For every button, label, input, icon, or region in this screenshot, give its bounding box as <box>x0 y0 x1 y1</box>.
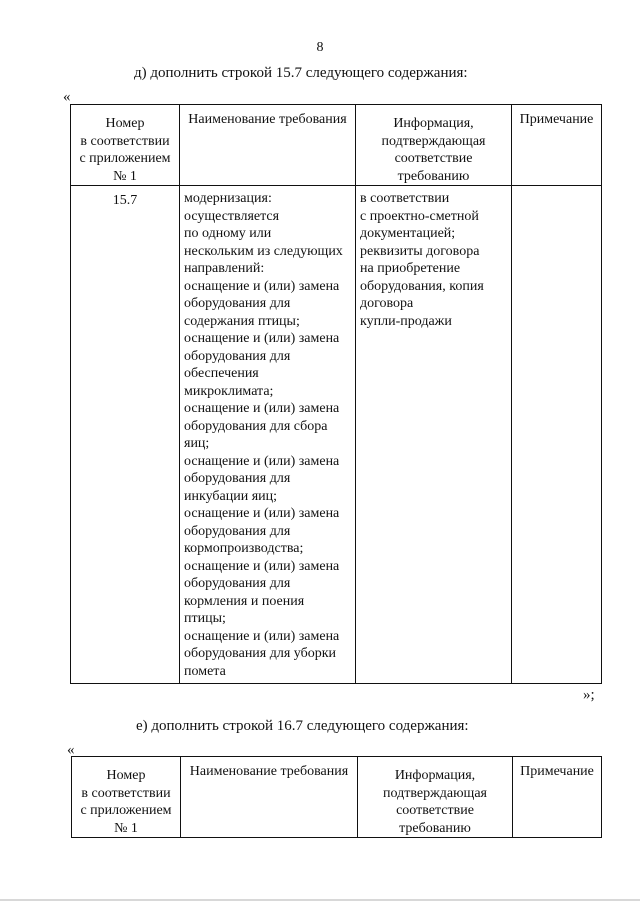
row-name-lines <box>184 190 352 680</box>
text-line: нескольким из следующих <box>184 243 343 259</box>
text-line: купли-продажи <box>360 313 452 329</box>
row-number: 15.7 <box>71 186 180 684</box>
header-note: Примечание <box>513 757 602 838</box>
text-line: оснащение и (или) замена <box>184 506 340 521</box>
header-info-line: Информация, <box>393 116 474 131</box>
text-line: оборудования для <box>184 576 291 591</box>
text-line: птицы; <box>184 611 226 626</box>
row-info <box>356 186 512 684</box>
text-line: оснащение и (или) замена <box>184 453 340 469</box>
header-info-line: подтверждающая <box>383 785 487 801</box>
requirements-table-e <box>71 756 602 838</box>
row-note <box>512 186 602 684</box>
header-info-line: соответствие <box>394 151 473 166</box>
text-line: с проектно-сметной <box>360 208 479 224</box>
text-line: договора <box>360 296 414 311</box>
text-line: модернизация: <box>184 191 272 206</box>
header-number-line: с приложением <box>79 151 171 166</box>
header-info <box>358 757 513 838</box>
text-line: оборудования для сбора <box>184 418 328 434</box>
section-d-open-quote: « <box>63 89 71 105</box>
row-info-lines <box>360 190 508 330</box>
header-name: Наименование требования <box>180 105 356 186</box>
text-line: кормопроизводства; <box>184 541 304 556</box>
header-info-line: требованию <box>399 820 471 836</box>
section-e-open-quote: « <box>67 742 75 758</box>
text-line: оборудования для <box>184 348 291 364</box>
text-line: направлений: <box>184 261 265 276</box>
text-line: по одному или <box>184 226 272 241</box>
header-info-line: Информация, <box>394 768 476 783</box>
text-line: оснащение и (или) замена <box>184 401 340 416</box>
header-number-line: в соответствии <box>81 785 171 801</box>
text-line: помета <box>184 663 226 679</box>
text-line: оборудования, копия <box>360 278 484 294</box>
text-line: оборудования для <box>184 296 291 311</box>
header-number-line: Номер <box>105 116 145 131</box>
text-line: документацией; <box>360 226 456 241</box>
text-line: реквизиты договора <box>360 243 480 259</box>
text-line: оборудования для уборки <box>184 646 337 661</box>
text-line: оснащение и (или) замена <box>184 331 340 346</box>
text-line: в соответствии <box>360 191 450 206</box>
text-line: на приобретение <box>360 261 461 276</box>
header-note: Примечание <box>512 105 602 186</box>
text-line: оснащение и (или) замена <box>184 278 340 294</box>
page-number: 8 <box>316 40 324 55</box>
header-number-line: с приложением <box>80 803 172 818</box>
text-line: микроклимата; <box>184 383 274 399</box>
text-line: осуществляется <box>184 208 280 224</box>
text-line: обеспечения <box>184 366 259 381</box>
text-line: яиц; <box>184 436 210 451</box>
section-d-intro: д) дополнить строкой 15.7 следующего содержания: <box>134 65 468 81</box>
header-number <box>72 757 181 838</box>
header-number-line: № 1 <box>113 168 137 184</box>
header-info-line: требованию <box>397 168 470 184</box>
section-d-close-quote: »; <box>583 687 595 703</box>
text-line: оснащение и (или) замена <box>184 558 340 574</box>
scan-bottom-edge <box>0 899 640 901</box>
header-number-line: в соответствии <box>80 133 170 149</box>
text-line: оснащение и (или) замена <box>184 628 340 644</box>
header-info-line: соответствие <box>396 803 474 818</box>
header-number-line: № 1 <box>114 820 138 836</box>
header-name: Наименование требования <box>181 757 358 838</box>
row-name <box>180 186 356 684</box>
table-row <box>71 186 602 684</box>
text-line: оборудования для <box>184 471 291 486</box>
requirements-table-d <box>70 104 602 684</box>
section-e-intro: е) дополнить строкой 16.7 следующего содержания: <box>136 718 469 734</box>
text-line: оборудования для <box>184 523 291 539</box>
text-line: инкубации яиц; <box>184 488 278 504</box>
header-info <box>356 105 512 186</box>
text-line: кормления и поения <box>184 593 305 609</box>
header-number <box>71 105 180 186</box>
table-e-header-row <box>72 757 602 838</box>
header-number-line: Номер <box>106 768 146 783</box>
table-d-header-row <box>71 105 602 186</box>
text-line: содержания птицы; <box>184 313 300 329</box>
header-info-line: подтверждающая <box>381 133 486 149</box>
